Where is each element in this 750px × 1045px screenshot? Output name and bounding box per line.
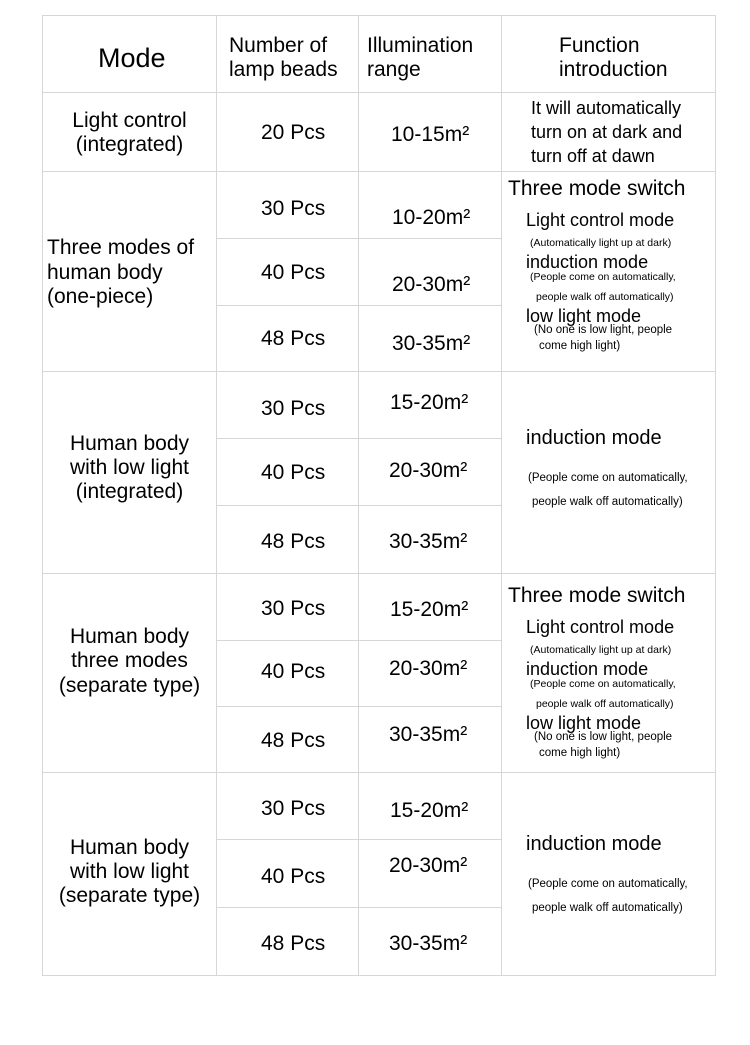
group3-func-light-control: Light control mode (526, 617, 675, 637)
row1-range: 10-15m² (391, 123, 470, 146)
row1-beads: 20 Pcs (261, 121, 326, 144)
group1-range-3: 30-35m² (392, 332, 471, 355)
group1-beads-40: 40 Pcs (261, 261, 326, 284)
sub-row-divider (216, 305, 501, 306)
group1-func-low-light-note1: (No one is low light, people (534, 324, 673, 336)
group4-beads-48: 48 Pcs (261, 932, 326, 955)
group3-range-1: 15-20m² (390, 598, 469, 621)
group1-func-title: Three mode switch (508, 177, 686, 200)
sub-row-divider (216, 907, 501, 908)
group2-func-title: induction mode (526, 427, 662, 449)
group2-range-2: 20-30m² (389, 459, 468, 482)
sub-row-divider (216, 505, 501, 506)
group1-func-low-light-note2: come high light) (539, 340, 621, 352)
group3-beads-30: 30 Pcs (261, 597, 326, 620)
column-divider (501, 15, 502, 976)
group1-func-light-control: Light control mode (526, 210, 675, 230)
group2-func-note2: people walk off automatically) (532, 496, 683, 508)
row-divider (42, 371, 716, 372)
group3-func-induction-note2: people walk off automatically) (536, 698, 674, 710)
group1-func-light-control-note: (Automatically light up at dark) (530, 237, 672, 249)
table-border-bottom (42, 975, 716, 976)
sub-row-divider (216, 238, 501, 239)
group2-beads-48: 48 Pcs (261, 530, 326, 553)
group2-mode-line3: (integrated) (75, 480, 184, 503)
group4-mode-line1: Human body (69, 836, 190, 859)
group4-beads-30: 30 Pcs (261, 797, 326, 820)
header-range-line1: Illumination (367, 34, 474, 57)
header-mode: Mode (98, 43, 166, 73)
group4-mode-line2: with low light (69, 860, 190, 883)
group4-func-note1: (People come on automatically, (528, 878, 688, 890)
group4-mode-line3: (separate type) (58, 884, 201, 907)
group2-range-3: 30-35m² (389, 530, 468, 553)
header-beads-line2: lamp beads (229, 58, 338, 81)
group2-range-1: 15-20m² (390, 391, 469, 414)
group3-func-low-light: low light mode (526, 713, 642, 733)
group4-range-1: 15-20m² (390, 799, 469, 822)
group2-mode-line2: with low light (69, 456, 190, 479)
group2-beads-30: 30 Pcs (261, 397, 326, 420)
group4-range-2: 20-30m² (389, 854, 468, 877)
column-divider (358, 15, 359, 976)
row-divider (42, 171, 716, 172)
group3-mode-line2: three modes (71, 649, 188, 672)
row-divider (42, 92, 716, 93)
group3-beads-48: 48 Pcs (261, 729, 326, 752)
row-divider (42, 772, 716, 773)
row1-function-line1: It will automatically (531, 98, 682, 118)
header-beads-line1: Number of (229, 34, 328, 57)
sub-row-divider (216, 706, 501, 707)
group1-func-induction-note2: people walk off automatically) (536, 291, 674, 303)
group3-mode-line1: Human body (69, 625, 190, 648)
group1-func-induction: induction mode (526, 252, 649, 272)
row-divider (42, 573, 716, 574)
group1-func-low-light: low light mode (526, 306, 642, 326)
group2-mode-line1: Human body (69, 432, 190, 455)
header-function-line2: introduction (559, 58, 668, 81)
row1-function-line3: turn off at dawn (531, 146, 655, 166)
group1-mode-line2: human body (47, 261, 163, 284)
group3-mode-line3: (separate type) (58, 674, 201, 697)
row1-function-line2: turn on at dark and (531, 122, 683, 142)
group1-range-2: 20-30m² (392, 273, 471, 296)
group3-func-induction-note1: (People come on automatically, (530, 678, 676, 690)
group3-beads-40: 40 Pcs (261, 660, 326, 683)
group3-range-2: 20-30m² (389, 657, 468, 680)
group3-func-low-light-note1: (No one is low light, people (534, 731, 673, 743)
group1-mode-line3: (one-piece) (47, 285, 154, 308)
group1-range-1: 10-20m² (392, 206, 471, 229)
group3-func-light-control-note: (Automatically light up at dark) (530, 644, 672, 656)
table-border-top (42, 15, 716, 16)
group1-beads-48: 48 Pcs (261, 327, 326, 350)
sub-row-divider (216, 640, 501, 641)
group4-func-note2: people walk off automatically) (532, 902, 683, 914)
group1-beads-30: 30 Pcs (261, 197, 326, 220)
row1-mode-line2: (integrated) (75, 133, 184, 156)
group4-beads-40: 40 Pcs (261, 865, 326, 888)
group2-beads-40: 40 Pcs (261, 461, 326, 484)
group1-func-induction-note1: (People come on automatically, (530, 271, 676, 283)
group3-func-low-light-note2: come high light) (539, 747, 621, 759)
group2-func-note1: (People come on automatically, (528, 472, 688, 484)
table-border-right (715, 15, 716, 976)
sub-row-divider (216, 438, 501, 439)
sub-row-divider (216, 839, 501, 840)
group4-range-3: 30-35m² (389, 932, 468, 955)
header-range-line2: range (367, 58, 421, 81)
group3-range-3: 30-35m² (389, 723, 468, 746)
group3-func-induction: induction mode (526, 659, 649, 679)
header-function-line1: Function (559, 34, 640, 57)
group1-mode-line1: Three modes of (47, 236, 195, 259)
group4-func-title: induction mode (526, 833, 662, 855)
row1-mode-line1: Light control (72, 109, 187, 132)
group3-func-title: Three mode switch (508, 584, 686, 607)
